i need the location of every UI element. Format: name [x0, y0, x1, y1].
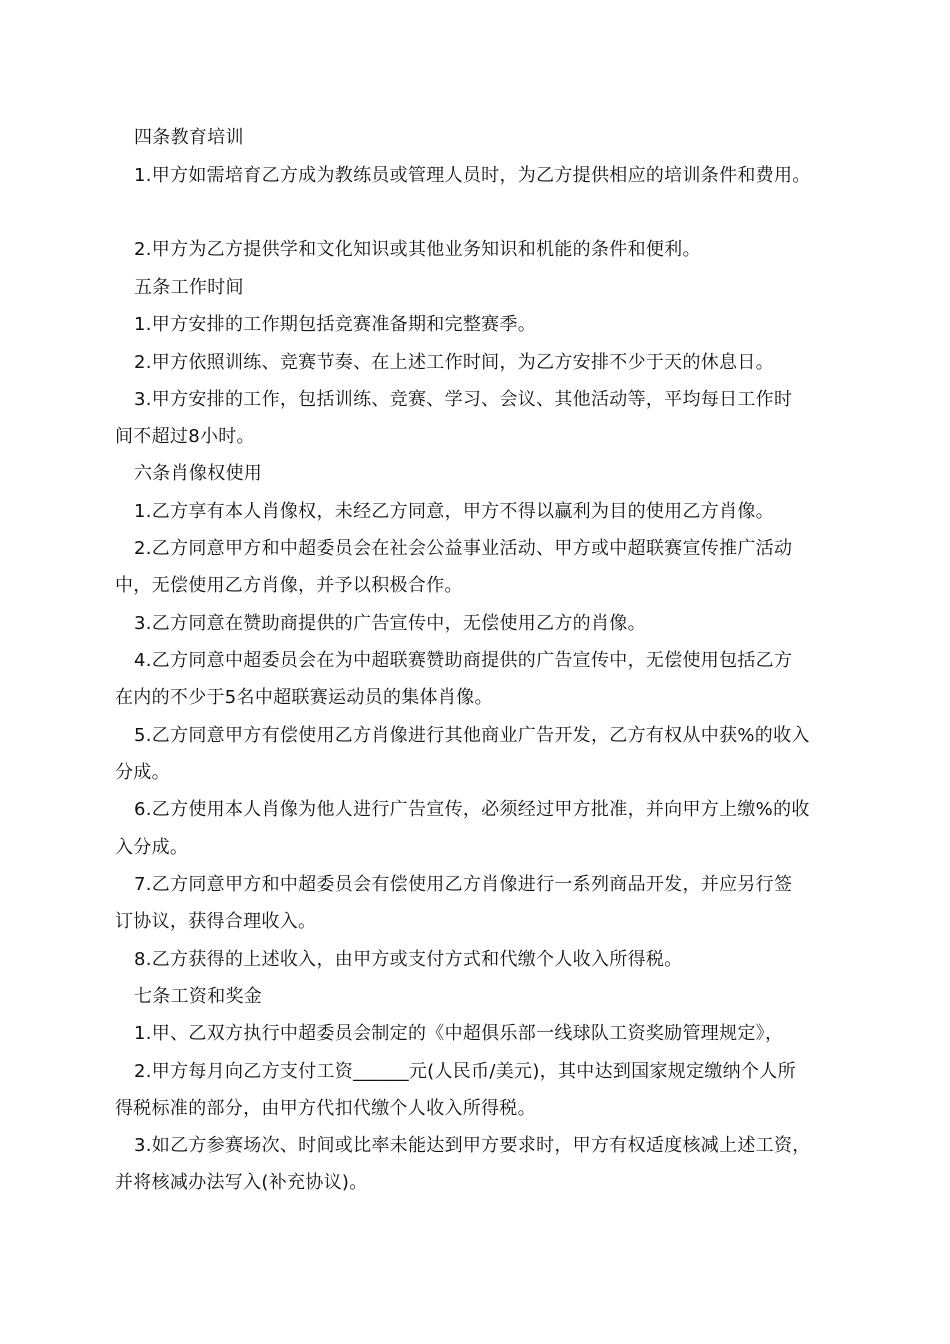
paragraph-line: 7.乙方同意甲方和中超委员会有偿使用乙方肖像进行一系列商品开发，并应另行签: [134, 874, 793, 895]
paragraph-line: 1.甲方如需培育乙方成为教练员或管理人员时，为乙方提供相应的培训条件和费用。: [134, 165, 811, 186]
paragraph-line: 订协议，获得合理收入。: [115, 911, 317, 932]
paragraph-line: 入分成。: [115, 837, 189, 858]
paragraph-line: 2.甲方为乙方提供学和文化知识或其他业务知识和机能的条件和便利。: [134, 239, 701, 260]
paragraph-line: 3.乙方同意在赞助商提供的广告宣传中，无偿使用乙方的肖像。: [134, 613, 646, 634]
paragraph-line: 1.乙方享有本人肖像权，未经乙方同意，甲方不得以赢利为目的使用乙方肖像。: [134, 501, 774, 522]
heading-article-4: 四条教育培训: [134, 127, 244, 148]
paragraph-line: 1.甲方安排的工作期包括竞赛准备期和完整赛季。: [134, 314, 537, 335]
paragraph-line: 间不超过8小时。: [115, 426, 255, 447]
heading-article-5: 五条工作时间: [134, 277, 244, 298]
paragraph-line: 4.乙方同意中超委员会在为中超联赛赞助商提供的广告宣传中，无偿使用包括乙方: [134, 650, 793, 671]
paragraph-line: 2.甲方每月向乙方支付工资______元(人民币/美元)，其中达到国家规定缴纳个人所: [134, 1061, 796, 1082]
paragraph-line: 2.甲方依照训练、竞赛节奏、在上述工作时间，为乙方安排不少于天的休息日。: [134, 352, 774, 373]
paragraph-line: 3.如乙方参赛场次、时间或比率未能达到甲方要求时，甲方有权适度核减上述工资，: [134, 1135, 811, 1156]
paragraph-line: 5.乙方同意甲方有偿使用乙方肖像进行其他商业广告开发，乙方有权从中获%的收入: [134, 725, 810, 746]
paragraph-line: 8.乙方获得的上述收入，由甲方或支付方式和代缴个人收入所得税。: [134, 949, 683, 970]
paragraph-line: 6.乙方使用本人肖像为他人进行广告宣传，必须经过甲方批准，并向甲方上缴%的收: [134, 799, 810, 820]
paragraph-line: 3.甲方安排的工作，包括训练、竞赛、学习、会议、其他活动等，平均每日工作时: [134, 389, 793, 410]
paragraph-line: 得税标准的部分，由甲方代扣代缴个人收入所得税。: [115, 1098, 536, 1119]
paragraph-line: 并将核减办法写入(补充协议)。: [115, 1172, 368, 1193]
paragraph-line: 1.甲、乙双方执行中超委员会制定的《中超俱乐部一线球队工资奖励管理规定》，: [134, 1023, 784, 1044]
paragraph-line: 2.乙方同意甲方和中超委员会在社会公益事业活动、甲方或中超联赛宣传推广活动: [134, 538, 793, 559]
paragraph-line: 分成。: [115, 762, 170, 783]
heading-article-6: 六条肖像权使用: [134, 463, 263, 484]
heading-article-7: 七条工资和奖金: [134, 986, 263, 1007]
paragraph-line: 在内的不少于5名中超联赛运动员的集体肖像。: [115, 687, 493, 708]
paragraph-line: 中，无偿使用乙方肖像，并予以积极合作。: [115, 575, 463, 596]
